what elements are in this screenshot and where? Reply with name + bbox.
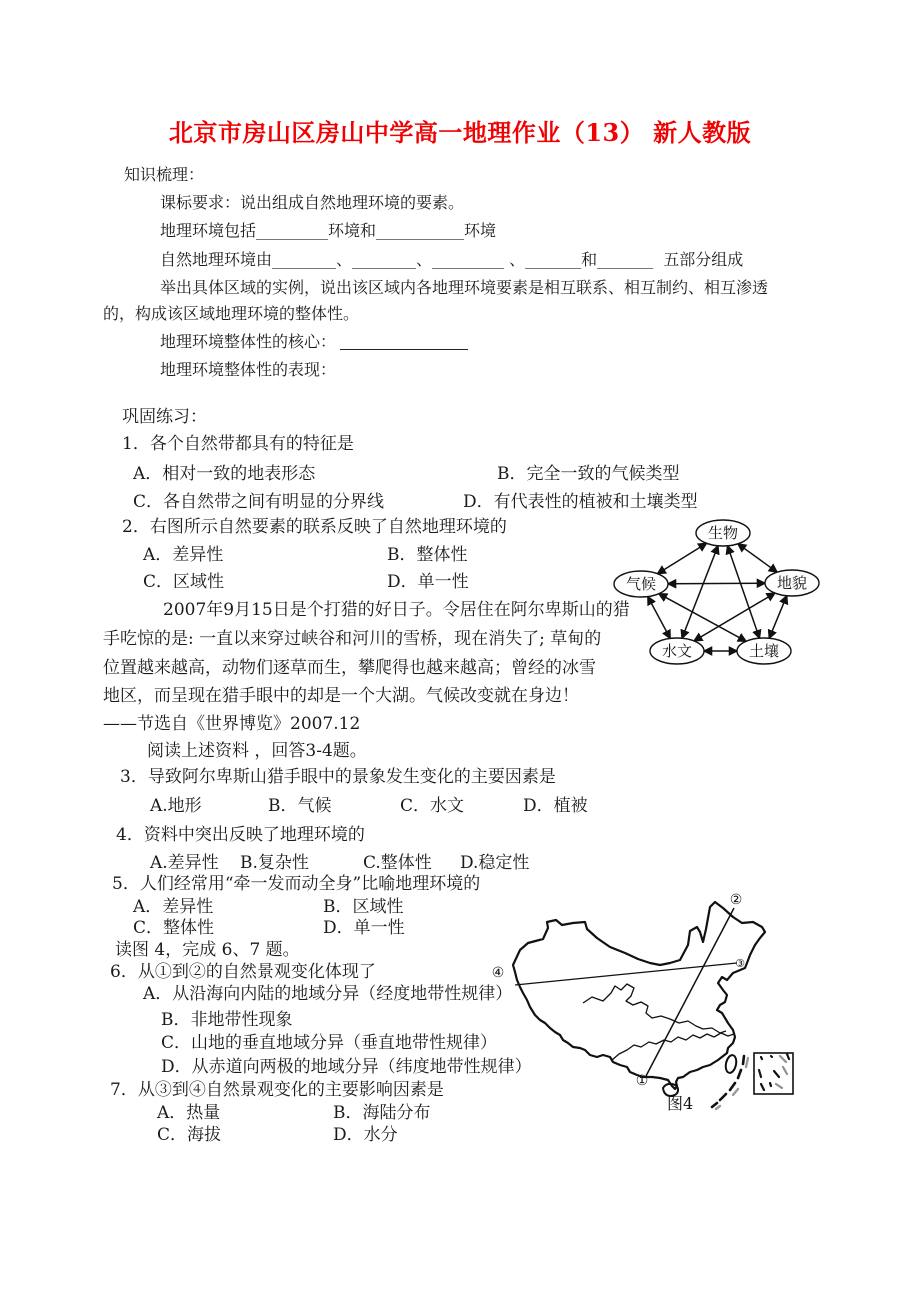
q7-option-b: B．海陆分布 (333, 1103, 431, 1123)
q1-stem: 1．各个自然带都具有的特征是 (122, 434, 354, 454)
map-marker-4: ④ (491, 965, 505, 981)
china-map (490, 885, 910, 1130)
diagram-arrows (648, 543, 787, 651)
q4-option-b: B.复杂性 (240, 853, 309, 873)
q6-option-a: A．从沿海向内陆的地域分异（经度地带性规律） (143, 984, 513, 1004)
passage-line-1: 2007年9月15日是个打猎的好日子。令居住在阿尔卑斯山的猎 (163, 600, 630, 620)
q5-option-b: B．区域性 (323, 897, 404, 917)
passage-line-2: 手吃惊的是: 一直以来穿过峡谷和河川的雪桥，现在消失了; 草甸的 (103, 629, 602, 649)
q2-option-d: D．单一性 (387, 572, 469, 592)
q3-stem: 3．导致阿尔卑斯山猎手眼中的景象发生变化的主要因素是 (120, 767, 556, 787)
q3-option-a: A.地形 (150, 796, 202, 816)
q1-option-b: B．完全一致的气候类型 (497, 464, 680, 484)
passage-line-4: 地区，而呈现在猎手眼中的却是一个大湖。气候改变就在身边！ (103, 686, 579, 706)
node-soil-label: 土壤 (748, 642, 780, 660)
river-lines (583, 984, 734, 1060)
q2-option-b: B．整体性 (387, 545, 468, 565)
q7-stem: 7．从③到④自然景观变化的主要影响因素是 (110, 1080, 444, 1100)
map-caption: 图4 (667, 1094, 694, 1113)
node-biology-label: 生物 (707, 524, 739, 542)
q3-option-c: C．水文 (400, 796, 465, 816)
q2-option-c: C．区域性 (143, 572, 225, 592)
q4-option-a: A.差异性 (150, 853, 219, 873)
passage-instruction: 阅读上述资料 ，回答3-4题。 (147, 741, 367, 761)
q1-option-c: C．各自然带之间有明显的分界线 (133, 492, 385, 512)
yellow-river-line (583, 984, 726, 1033)
q6-option-c: C．山地的垂直地域分异（垂直地带性规律） (161, 1033, 498, 1053)
passage-source: ——节选自《世界博览》2007.12 (103, 714, 361, 734)
knowledge-heading: 知识梳理： (124, 165, 205, 184)
sea-inset-box (754, 1053, 793, 1094)
map-marker-3: ③ (735, 957, 745, 970)
environment-include-line: 地理环境包括_________环境和___________环境 (160, 221, 497, 240)
q2-stem: 2．右图所示自然要素的联系反映了自然地理环境的 (122, 517, 507, 537)
q1-option-d: D．有代表性的植被和土壤类型 (463, 492, 698, 512)
map-reading-note: 读图 4，完成 6、7 题。 (115, 940, 300, 960)
example-instruction-line-1: 举出具体区域的实例，说出该区域内各地理环境要素是相互联系、相互制约、相互渗透 (160, 278, 769, 297)
q6-option-b: B．非地带性现象 (161, 1010, 293, 1030)
q6-stem: 6．从①到②的自然景观变化体现了 (110, 962, 376, 982)
q5-option-d: D．单一性 (323, 918, 405, 938)
q4-stem: 4．资料中突出反映了地理环境的 (116, 825, 365, 845)
yangtze-river-line (612, 1033, 734, 1060)
q1-option-a: A．相对一致的地表形态 (133, 464, 316, 484)
q4-option-d: D.稳定性 (460, 853, 530, 873)
q3-option-d: D．植被 (523, 796, 588, 816)
integrity-expression-line: 地理环境整体性的表现： (160, 360, 337, 379)
transect-line-3-to-4 (515, 963, 737, 985)
core-blank-line (340, 333, 468, 350)
q6-option-d: D．从赤道向两极的地域分异（纬度地带性规律） (161, 1057, 532, 1077)
map-marker-1: ① (635, 1073, 649, 1089)
q3-option-b: B．气候 (268, 796, 332, 816)
q2-option-a: A．差异性 (143, 545, 224, 565)
passage-line-3: 位置越来越高，动物们逐草而生，攀爬得也越来越高；曾经的冰雪 (103, 658, 596, 678)
q7-option-c: C．海拔 (157, 1125, 222, 1145)
q7-option-d: D．水分 (333, 1125, 398, 1145)
element-relation-diagram (608, 510, 840, 694)
q5-option-c: C．整体性 (133, 918, 215, 938)
node-hydrology-label: 水文 (661, 642, 693, 660)
integrity-core-line: 地理环境整体性的核心： (160, 332, 337, 351)
q5-stem: 5．人们经常用“牵一发而动全身”比喻地理环境的 (112, 874, 481, 894)
q7-option-a: A．热量 (157, 1103, 221, 1123)
curriculum-requirement-line: 课标要求：说出组成自然地理环境的要素。 (160, 193, 465, 212)
node-climate-label: 气候 (625, 575, 657, 593)
map-marker-2: ② (729, 892, 743, 908)
page-title: 北京市房山区房山中学高一地理作业（13） 新人教版 (168, 118, 752, 147)
practice-heading: 巩固练习： (122, 407, 207, 427)
node-landform-label: 地貌 (776, 574, 808, 592)
environment-compose-line: 自然地理环境由________、________、_________ 、_______和_______ 五部分组成 (160, 250, 744, 269)
south-china-sea-dashes (712, 1056, 748, 1109)
taiwan-island (724, 1054, 738, 1074)
example-instruction-line-2: 的，构成该区域地理环境的整体性。 (103, 304, 360, 323)
q5-option-a: A．差异性 (133, 897, 214, 917)
q4-option-c: C.整体性 (363, 853, 432, 873)
